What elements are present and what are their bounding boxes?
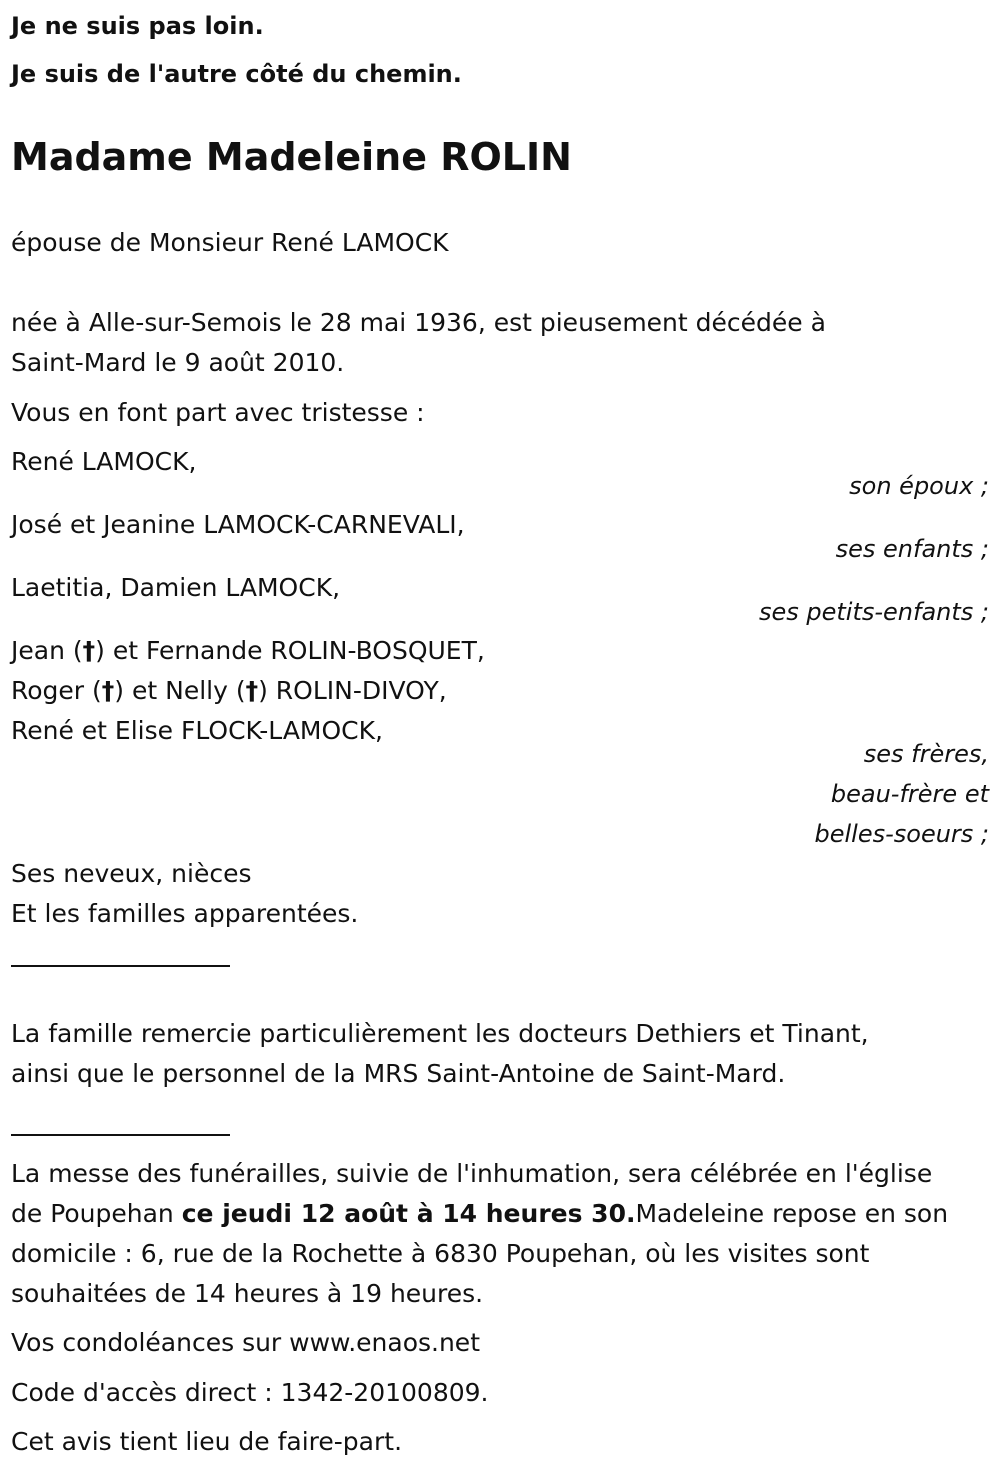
thanks-line-2: ainsi que le personnel de la MRS Saint-Antoine de Saint-Mard.	[11, 1059, 786, 1088]
funeral-line-2	[11, 1194, 948, 1234]
funeral-text: Madeleine repose en son	[635, 1199, 949, 1228]
sibling-text: Jean (	[11, 636, 83, 665]
cross-icon: †	[245, 676, 259, 705]
notice-line: Cet avis tient lieu de faire-part.	[11, 1427, 403, 1456]
husband-name: René LAMOCK,	[11, 447, 197, 476]
announce-line: Vous en font part avec tristesse :	[11, 398, 425, 427]
funeral-line-4: souhaitées de 14 heures à 19 heures.	[11, 1279, 484, 1308]
sibling-line-3: René et Elise FLOCK-LAMOCK,	[11, 716, 383, 745]
spouse-line: épouse de Monsieur René LAMOCK	[11, 228, 449, 257]
thanks-line-1: La famille remercie particulièrement les docteurs Dethiers et Tinant,	[11, 1019, 869, 1048]
cross-icon: †	[82, 636, 96, 665]
children-role: ses enfants ;	[835, 535, 989, 563]
funeral-line-3: domicile : 6, rue de la Rochette à 6830 Poupehan, où les visites sont	[11, 1239, 870, 1268]
divider	[11, 965, 230, 967]
siblings-role-3: belles-soeurs ;	[814, 820, 989, 848]
condolences-line: Vos condoléances sur www.enaos.net	[11, 1328, 480, 1357]
grandchildren-names: Laetitia, Damien LAMOCK,	[11, 573, 341, 602]
funeral-line-1: La messe des funérailles, suivie de l'inhumation, sera célébrée en l'église	[11, 1159, 933, 1188]
sibling-text: ) ROLIN-DIVOY,	[258, 676, 447, 705]
siblings-role-1: ses frères,	[863, 740, 989, 768]
children-names: José et Jeanine LAMOCK-CARNEVALI,	[11, 510, 465, 539]
siblings-role-2: beau-frère et	[830, 780, 989, 808]
cross-icon: †	[101, 676, 115, 705]
husband-role: son époux ;	[849, 472, 989, 500]
page-title: Madame Madeleine ROLIN	[11, 135, 572, 179]
sibling-line-1	[11, 631, 485, 671]
grandchildren-role: ses petits-enfants ;	[758, 598, 989, 626]
sibling-text: ) et Nelly (	[114, 676, 246, 705]
funeral-text: de Poupehan	[11, 1199, 182, 1228]
sibling-text: Roger (	[11, 676, 102, 705]
birth-line-1: née à Alle-sur-Semois le 28 mai 1936, est pieusement décédée à	[11, 308, 826, 337]
relatives-line: Et les familles apparentées.	[11, 899, 359, 928]
sibling-line-2	[11, 671, 447, 711]
funeral-date: ce jeudi 12 août à 14 heures 30.	[181, 1199, 636, 1228]
birth-line-2: Saint-Mard le 9 août 2010.	[11, 348, 345, 377]
sibling-text: ) et Fernande ROLIN-BOSQUET,	[95, 636, 485, 665]
access-code-line: Code d'accès direct : 1342-20100809.	[11, 1378, 489, 1407]
nephews-line: Ses neveux, nièces	[11, 859, 252, 888]
divider	[11, 1134, 230, 1136]
intro-line-2: Je suis de l'autre côté du chemin.	[11, 60, 462, 88]
intro-line-1: Je ne suis pas loin.	[11, 12, 264, 40]
